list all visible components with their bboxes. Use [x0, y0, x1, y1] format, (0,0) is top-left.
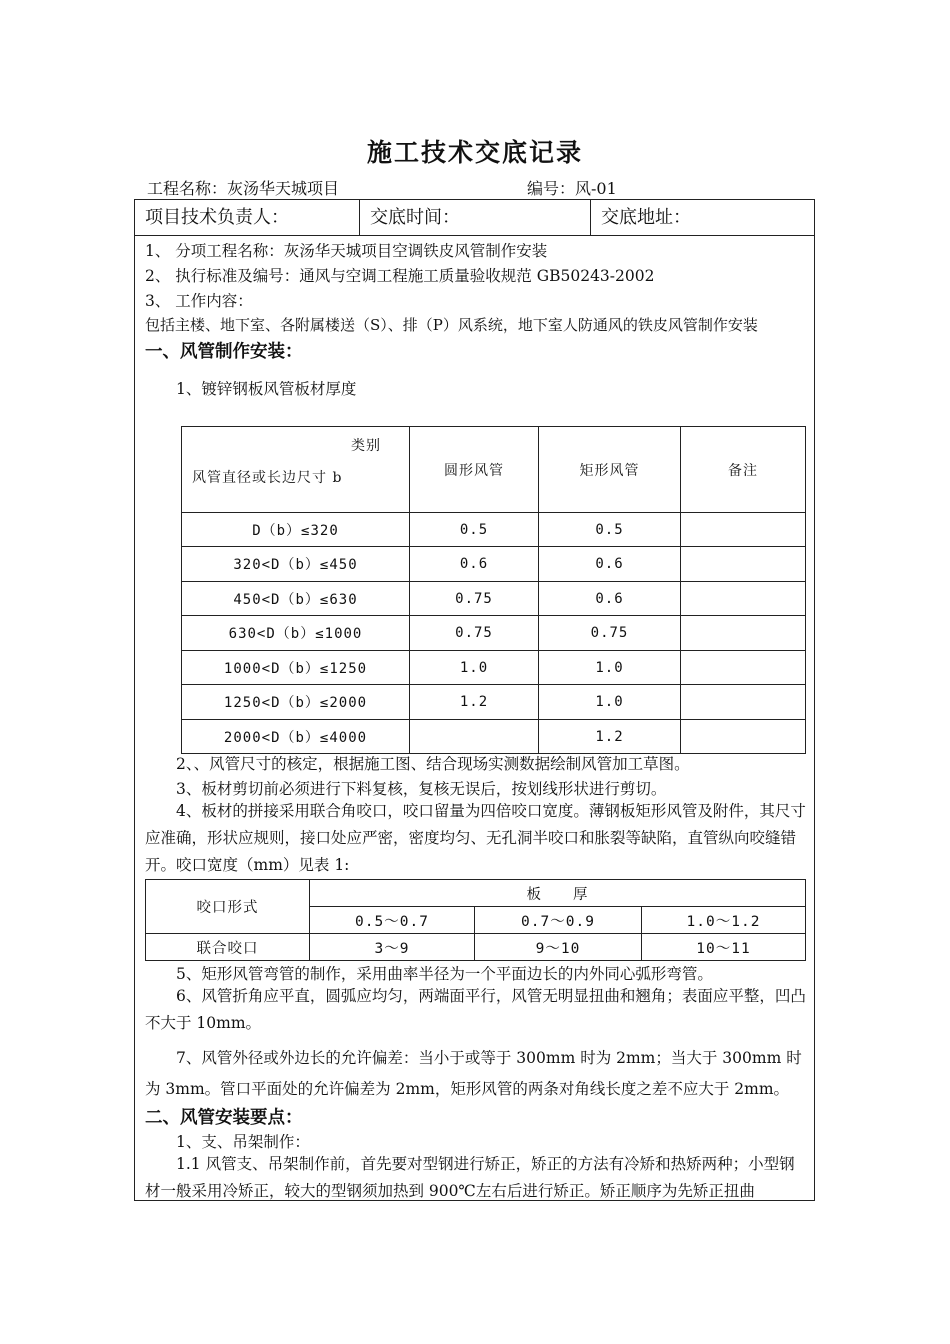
rect-cell: 1.0: [539, 651, 681, 685]
rect-cell: 0.75: [539, 616, 681, 651]
round-cell: [410, 720, 539, 754]
seam-row-label: 联合咬口: [146, 934, 310, 961]
note-cell: [681, 513, 806, 547]
header-note: 备注: [681, 427, 806, 513]
rect-cell: 0.6: [539, 582, 681, 616]
sheet-thickness-header: 板 厚: [310, 880, 806, 907]
round-cell: 0.5: [410, 513, 539, 547]
handover-time-field: 交底时间：: [359, 200, 590, 235]
rect-cell: 1.2: [539, 720, 681, 754]
range-cell: 0.5～0.7: [310, 907, 475, 934]
rect-cell: 0.6: [539, 547, 681, 582]
note-cell: [681, 720, 806, 754]
rect-cell: 1.0: [539, 685, 681, 720]
intro-line-3: 3、 工作内容：: [145, 292, 253, 310]
section-1-heading: 一、风管制作安装：: [145, 342, 303, 362]
seam-width-table: [145, 879, 806, 961]
size-cell: D（b）≤320: [182, 513, 410, 547]
subitem-1-1: 1.1 风管支、吊架制作前，首先要对型钢进行矫正，矫正的方法有冷矫和热矫两种；小型钢材一般采用冷矫正，较大的型钢须加热到 900℃左右后进行矫正。矫正顺序为先矫正扭曲: [145, 1155, 795, 1200]
range-cell: 0.7～0.9: [475, 907, 642, 934]
header-corner-cell: [182, 427, 410, 513]
intro-line-1: 1、 分项工程名称：灰汤华天城项目空调铁皮风管制作安装: [145, 242, 548, 260]
subitem-1: 1、支、吊架制作：: [176, 1133, 310, 1151]
item-5: 5、矩形风管弯管的制作，采用曲率半径为一个平面边长的内外同心弧形弯管。: [176, 965, 713, 983]
value-cell: 3～9: [310, 934, 475, 961]
note-cell: [681, 547, 806, 582]
seam-type-header: 咬口形式: [146, 880, 310, 934]
page-title: 施工技术交底记录: [366, 138, 583, 167]
range-cell: 1.0～1.2: [642, 907, 806, 934]
note-cell: [681, 616, 806, 651]
size-cell: 630<D（b）≤1000: [182, 616, 410, 651]
note-cell: [681, 651, 806, 685]
handover-location-field: 交底地址：: [590, 200, 814, 235]
item-2: 2、、风管尺寸的核定，根据施工图、结合现场实测数据绘制风管加工草图。: [176, 755, 690, 773]
table-row: [182, 616, 806, 651]
item-7: 7、风管外径或外边长的允许偏差：当小于或等于 300mm 时为 2mm；当大于 300mm 时为 3mm。管口平面处的允许偏差为 2mm，矩形风管的两条对角线长度之差不应大于 2mm。: [145, 1049, 802, 1098]
round-cell: 1.2: [410, 685, 539, 720]
section-2-heading: 二、风管安装要点：: [145, 1108, 303, 1128]
project-name: 工程名称：灰汤华天城项目: [147, 179, 340, 198]
header-rect-duct: 矩形风管: [539, 427, 681, 513]
value-cell: 10～11: [642, 934, 806, 961]
size-cell: 450<D（b）≤630: [182, 582, 410, 616]
round-cell: 0.75: [410, 616, 539, 651]
round-cell: 0.6: [410, 547, 539, 582]
tech-lead-field: 项目技术负责人：: [145, 207, 289, 228]
size-cell: 1250<D（b）≤2000: [182, 685, 410, 720]
size-cell: 2000<D（b）≤4000: [182, 720, 410, 754]
round-cell: 1.0: [410, 651, 539, 685]
note-cell: [681, 582, 806, 616]
header-round-duct: 圆形风管: [410, 427, 539, 513]
thickness-table: [181, 426, 806, 754]
info-row: [135, 200, 814, 236]
item-1: 1、镀锌钢板风管板材厚度: [176, 380, 357, 398]
round-cell: 0.75: [410, 582, 539, 616]
document-code: 编号：风-01: [527, 179, 617, 198]
intro-line-4: 包括主楼、地下室、各附属楼送（S）、排（P）风系统，地下室人防通风的铁皮风管制作安装: [145, 316, 758, 334]
value-cell: 9～10: [475, 934, 642, 961]
item-4: 4、板材的拼接采用联合角咬口，咬口留量为四倍咬口宽度。薄钢板矩形风管及附件，其尺寸应准确，形状应规则，接口处应严密，密度均匀、无孔洞半咬口和胀裂等缺陷，直管纵向咬缝错开。咬口宽度（mm）见表 1:: [145, 802, 806, 874]
table-row: [182, 685, 806, 720]
table-row: [182, 720, 806, 754]
item-3: 3、板材剪切前必须进行下料复核，复核无误后，按划线形状进行剪切。: [176, 780, 667, 798]
table-row: [182, 651, 806, 685]
note-cell: [681, 685, 806, 720]
table-row: [182, 582, 806, 616]
table-row: [182, 513, 806, 547]
intro-line-2: 2、 执行标准及编号：通风与空调工程施工质量验收规范 GB50243-2002: [145, 267, 655, 285]
table-row: [182, 547, 806, 582]
table-row: [146, 934, 806, 961]
item-6: 6、风管折角应平直，圆弧应均匀，两端面平行，风管无明显扭曲和翘角；表面应平整，凹凸不大于 10mm。: [145, 987, 806, 1032]
rect-cell: 0.5: [539, 513, 681, 547]
header-size-label: 风管直径或长边尺寸 b: [192, 470, 343, 486]
header-category-label: 类别: [351, 438, 381, 454]
size-cell: 1000<D（b）≤1250: [182, 651, 410, 685]
size-cell: 320<D（b）≤450: [182, 547, 410, 582]
